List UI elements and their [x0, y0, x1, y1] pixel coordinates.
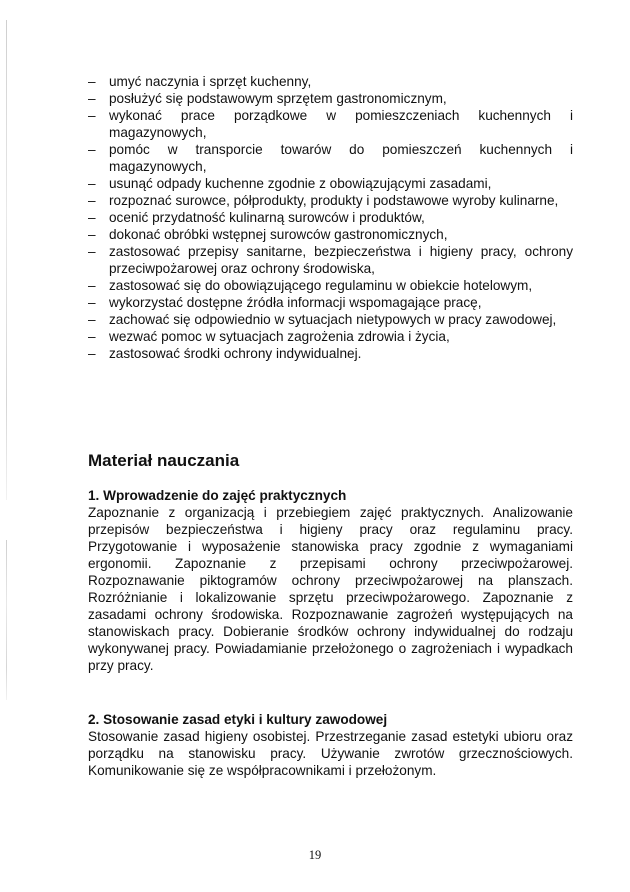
list-item: – zastosować środki ochrony indywidualnej. — [88, 345, 573, 362]
page-number: 19 — [308, 848, 322, 862]
list-item: – posłużyć się podstawowym sprzętem gastronomicznym, — [88, 90, 573, 107]
list-item: – wykonać prace porządkowe w pomieszczeniach kuchennych i magazynowych, — [88, 107, 573, 141]
subsection-title: 2. Stosowanie zasad etyki i kultury zawodowej — [88, 712, 388, 727]
list-item: – rozpoznać surowce, półprodukty, produkty i podstawowe wyroby kulinarne, — [88, 192, 573, 209]
list-item: – umyć naczynia i sprzęt kuchenny, — [88, 73, 573, 90]
list-item: – zastosować przepisy sanitarne, bezpieczeństwa i higieny pracy, ochrony przeciwpożarowej oraz ochrony środowiska, — [88, 243, 573, 277]
list-item: – dokonać obróbki wstępnej surowców gastronomicznych, — [88, 226, 573, 243]
list-item: – wykorzystać dostępne źródła informacji wspomagające pracę, — [88, 294, 573, 311]
list-item: – ocenić przydatność kulinarną surowców i produktów, — [88, 209, 573, 226]
list-item: – wezwać pomoc w sytuacjach zagrożenia zdrowia i życia, — [88, 328, 573, 345]
list-item: – pomóc w transporcie towarów do pomieszczeń kuchennych i magazynowych, — [88, 141, 573, 175]
subsection-introduction — [88, 487, 573, 674]
subsection-ethics — [88, 711, 573, 779]
scan-edge-line — [6, 540, 7, 700]
list-item: – zachować się odpowiednio w sytuacjach nietypowych w pracy zawodowej, — [88, 311, 573, 328]
list-item: – zastosować się do obowiązującego regulaminu w obiekcie hotelowym, — [88, 277, 573, 294]
subsection-text: Zapoznanie z organizacją i przebiegiem zajęć praktycznych. Analizowanie przepisów bezpieczeństwa i higieny pracy oraz regulaminu pracy. Przygotowanie i wyposażenie stanowiska pracy zgodnie z wymaganiami ergonomii. Zapoznanie z przepisami ochrony przeciwpożarowej. Rozpoznawanie piktogramów ochrony przeciwpożarowej na planszach. Rozróżnianie i lokalizowanie sprzętu przeciwpożarowego. Zapoznanie z zasadami ochrony środowiska. Rozpoznawanie zagrożeń występujących na stanowiskach pracy. Dobieranie środków ochrony indywidualnej do rodzaju wykonywanej pracy. Powiadamianie przełożonego o zagrożeniach i wypadkach przy pracy. — [88, 505, 573, 673]
list-item: – usunąć odpady kuchenne zgodnie z obowiązującymi zasadami, — [88, 175, 573, 192]
subsection-text: Stosowanie zasad higieny osobistej. Przestrzeganie zasad estetyki ubioru oraz porządku na stanowisku pracy. Używanie zwrotów grzecznościowych. Komunikowanie się ze współpracownikami i przełożonym. — [88, 729, 573, 778]
subsection-title: 1. Wprowadzenie do zajęć praktycznych — [88, 488, 347, 503]
scan-edge-line — [6, 20, 7, 500]
section-title: Materiał nauczania — [88, 451, 240, 470]
skills-bullet-list — [88, 73, 573, 362]
